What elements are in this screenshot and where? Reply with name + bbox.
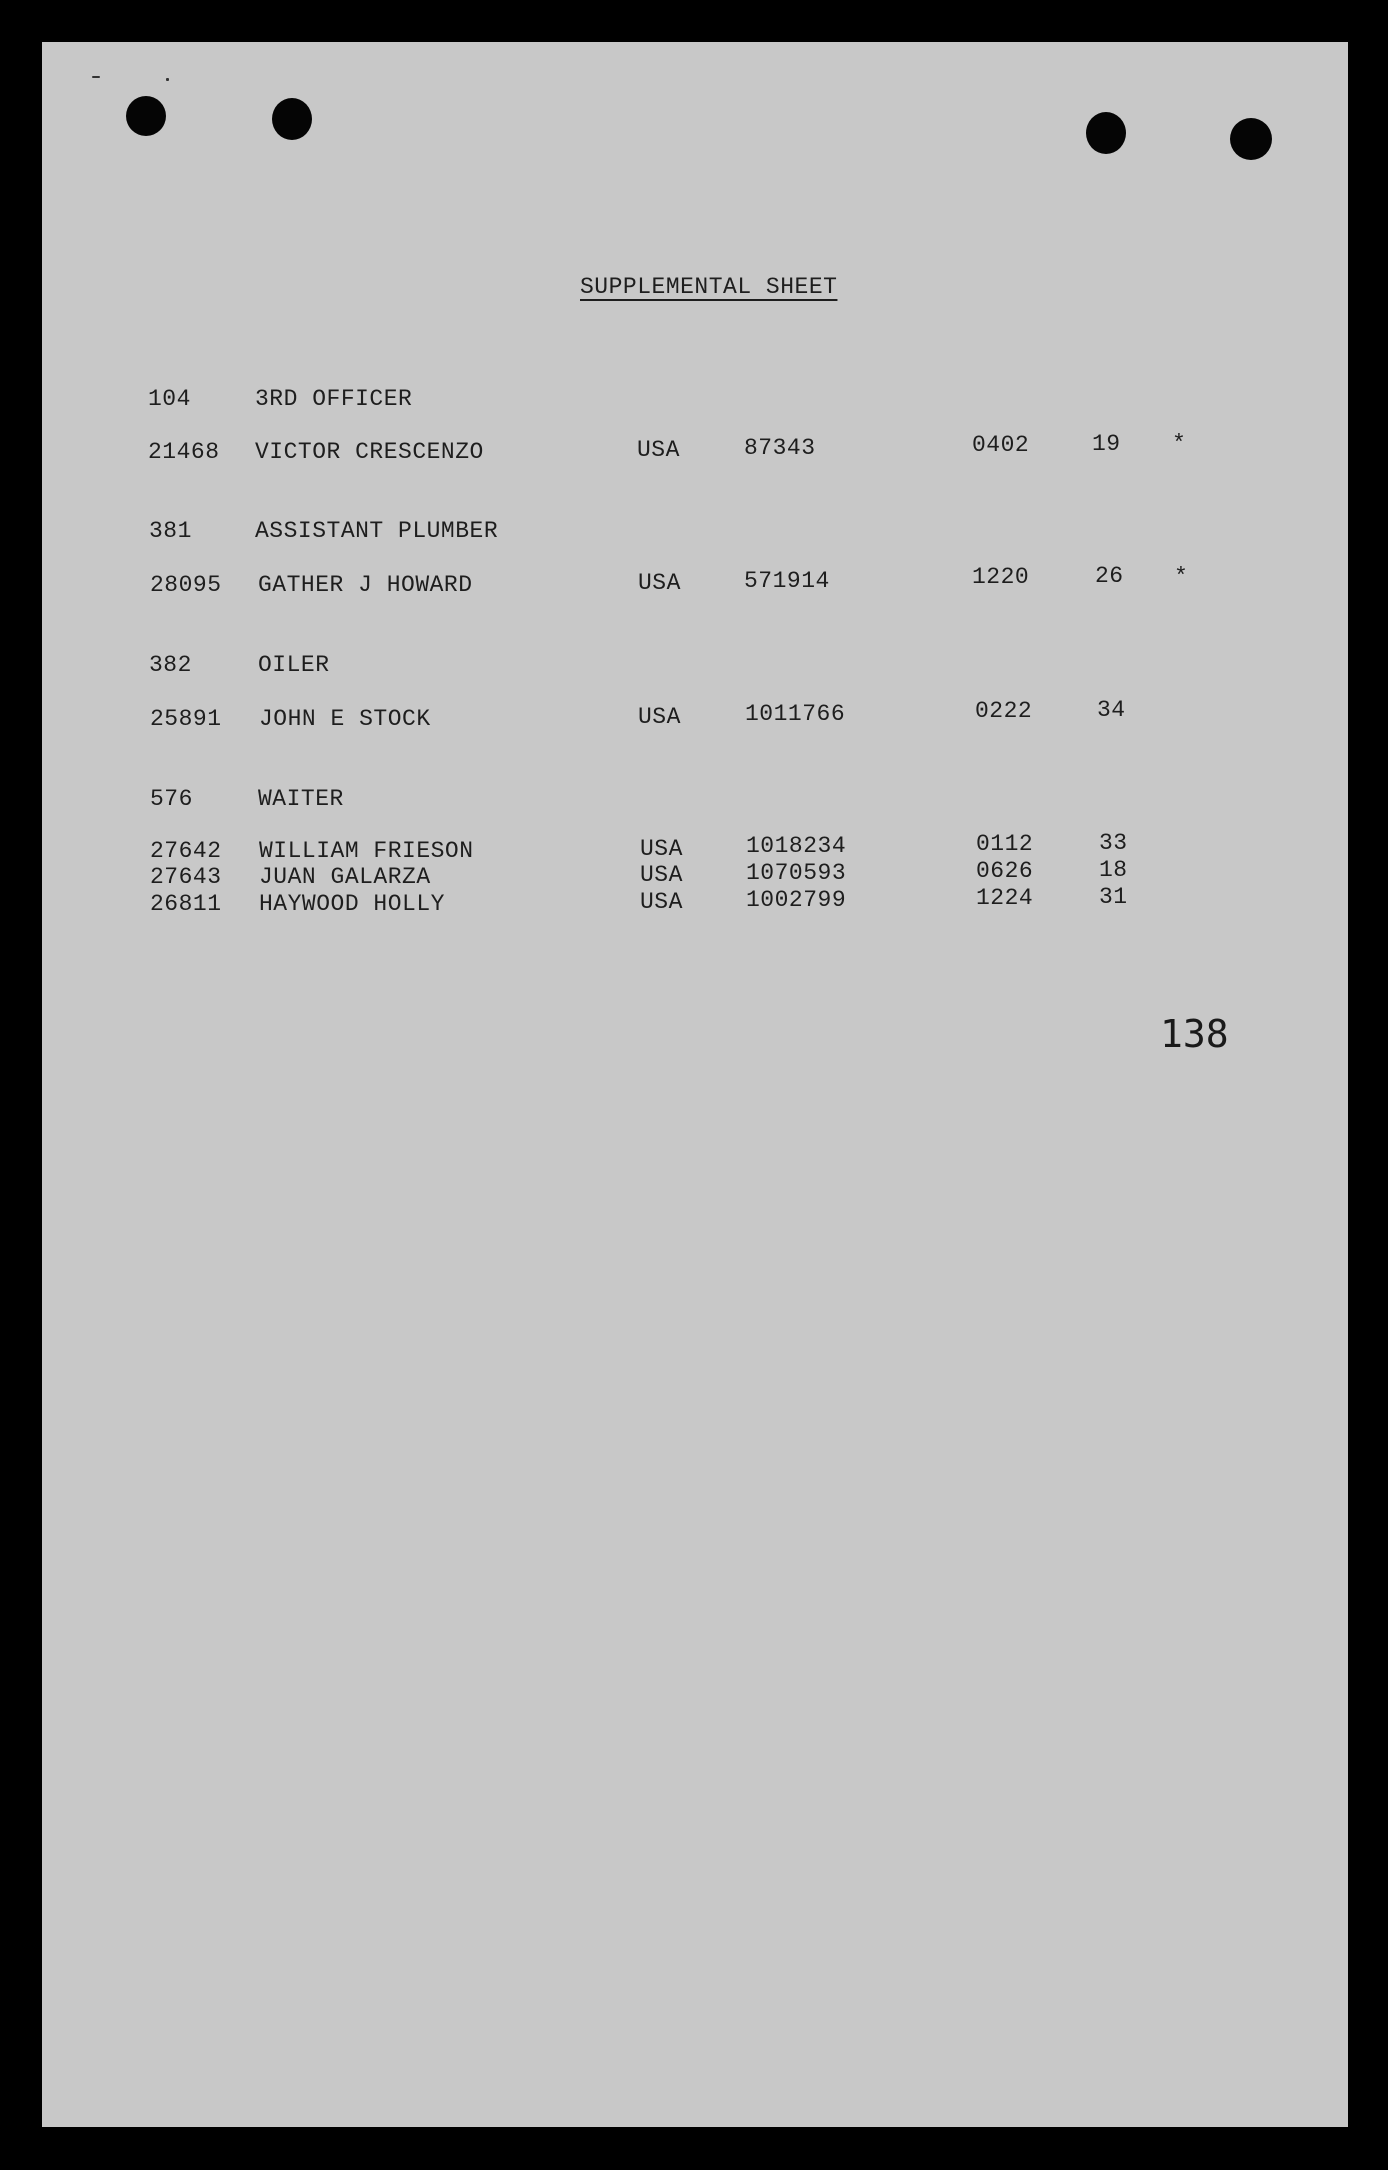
crew-date: 1220	[972, 564, 1030, 590]
position-title: ASSISTANT PLUMBER	[255, 518, 499, 544]
crew-nationality: USA	[638, 704, 681, 730]
crew-date: 0112	[976, 831, 1034, 857]
crew-number: 1070593	[746, 860, 847, 886]
position-code: 104	[148, 386, 191, 412]
crew-date: 0626	[976, 858, 1034, 884]
crew-number: 1018234	[746, 833, 847, 859]
crew-nationality: USA	[640, 889, 683, 915]
crew-age: 34	[1097, 697, 1126, 723]
position-code: 576	[150, 786, 193, 812]
position-code: 382	[149, 652, 192, 678]
crew-name: VICTOR CRESCENZO	[255, 439, 484, 465]
crew-age: 33	[1099, 830, 1128, 856]
crew-name: JUAN GALARZA	[259, 864, 431, 890]
crew-age: 26	[1095, 563, 1124, 589]
crew-date: 0222	[975, 698, 1033, 724]
crew-nationality: USA	[640, 862, 683, 888]
crew-number: 571914	[744, 568, 830, 594]
crew-id: 27642	[150, 838, 222, 864]
page-number: 138	[1160, 1012, 1229, 1056]
crew-date: 0402	[972, 432, 1030, 458]
position-title: WAITER	[258, 786, 344, 812]
position-code: 381	[149, 518, 192, 544]
punch-hole	[1230, 118, 1272, 160]
document-sheet	[42, 42, 1348, 2127]
page-title: SUPPLEMENTAL SHEET	[580, 274, 838, 300]
crew-mark: *	[1174, 564, 1189, 590]
crew-id: 21468	[148, 439, 220, 465]
speck	[166, 78, 169, 81]
crew-age: 18	[1099, 857, 1128, 883]
crew-number: 1011766	[745, 701, 846, 727]
crew-date: 1224	[976, 885, 1034, 911]
position-title: OILER	[258, 652, 330, 678]
punch-hole	[126, 96, 166, 136]
punch-hole	[272, 98, 312, 140]
crew-number: 1002799	[746, 887, 847, 913]
position-title: 3RD OFFICER	[255, 386, 413, 412]
crew-nationality: USA	[638, 570, 681, 596]
speck	[92, 76, 100, 78]
crew-number: 87343	[744, 435, 816, 461]
crew-id: 25891	[150, 706, 222, 732]
crew-age: 31	[1099, 884, 1128, 910]
punch-hole	[1086, 112, 1126, 154]
crew-nationality: USA	[637, 437, 680, 463]
crew-name: GATHER J HOWARD	[258, 572, 473, 598]
crew-name: HAYWOOD HOLLY	[259, 891, 445, 917]
crew-age: 19	[1092, 431, 1121, 457]
crew-name: WILLIAM FRIESON	[259, 838, 474, 864]
crew-id: 28095	[150, 572, 222, 598]
crew-id: 26811	[150, 891, 222, 917]
crew-id: 27643	[150, 864, 222, 890]
crew-nationality: USA	[640, 836, 683, 862]
crew-name: JOHN E STOCK	[259, 706, 431, 732]
crew-mark: *	[1172, 431, 1187, 457]
